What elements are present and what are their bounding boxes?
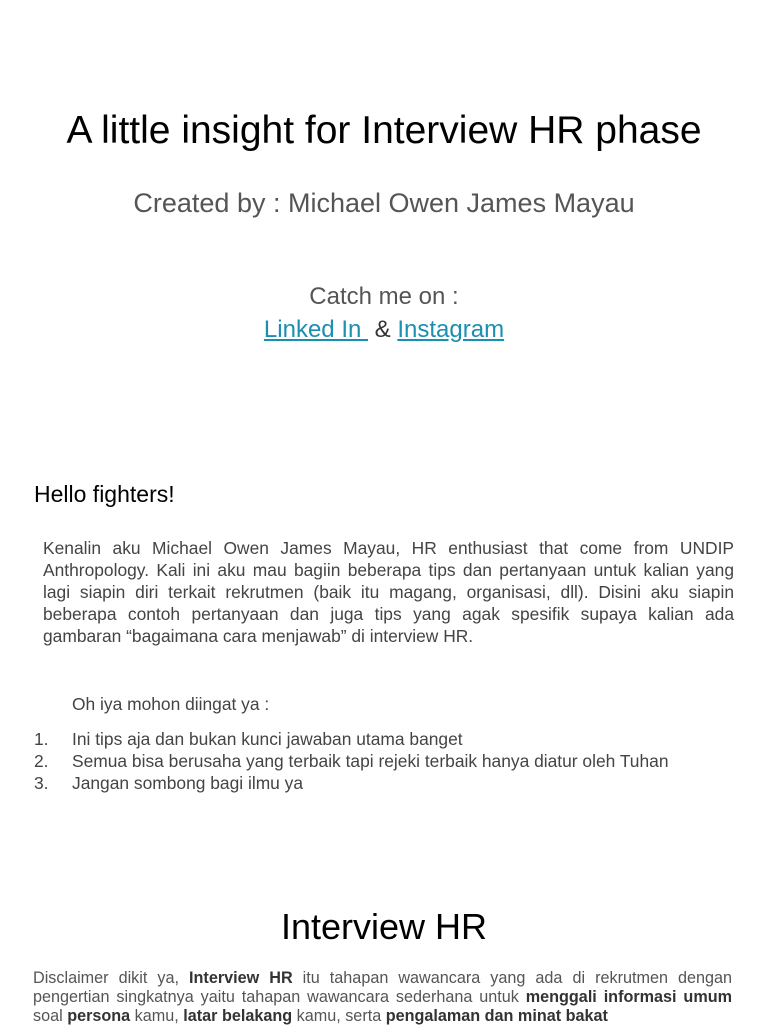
disclaimer-text: Disclaimer dikit ya,: [33, 969, 190, 987]
disclaimer-bold: latar belakang: [183, 1007, 293, 1025]
list-number: 3.: [34, 773, 49, 793]
intro-paragraph: Kenalin aku Michael Owen James Mayau, HR enthusiast that come from UNDIP Anthropology. Kali ini aku mau bagiin beberapa tips dan pertanyaan untuk kalian yang lagi siapin diri terkait rekrutmen (baik itu magang, organisasi, dll). Disini aku siapin beberapa contoh pertanyaan dan juga tips yang agak spesifik supaya kalian ada gambaran “bagaimana cara menjawab” di interview HR.: [43, 538, 734, 646]
list-item-text: Jangan sombong bagi ilmu ya: [72, 773, 304, 793]
link-separator: &: [368, 316, 398, 343]
disclaimer-text: itu tahapan wawancara yang ada di rekrutmen dengan pengertian singkatnya yaitu tahapan wawancara sederhana untuk: [33, 969, 733, 1006]
list-item: [34, 772, 669, 794]
linkedin-link[interactable]: Linked In: [263, 316, 368, 343]
instagram-link[interactable]: Instagram: [397, 316, 505, 343]
disclaimer-bold: menggali informasi umum: [525, 988, 732, 1006]
list-item-text: Semua bisa berusaha yang terbaik tapi rejeki terbaik hanya diatur oleh Tuhan: [72, 751, 669, 771]
catch-me-label: Catch me on :: [309, 283, 459, 310]
list-number: 2.: [34, 751, 49, 771]
social-links: [0, 314, 768, 346]
disclaimer-bold: pengalaman dan minat bakat: [385, 1007, 608, 1025]
notes-list: [34, 728, 669, 794]
list-number: 1.: [34, 729, 49, 749]
list-item: [34, 750, 669, 772]
disclaimer-text: kamu, serta: [292, 1007, 386, 1025]
list-item-text: Ini tips aja dan bukan kunci jawaban utama banget: [72, 729, 463, 749]
notes-intro: Oh iya mohon diingat ya :: [72, 694, 270, 714]
disclaimer-paragraph: [33, 969, 732, 1026]
disclaimer-bold: persona: [67, 1007, 131, 1025]
greeting-heading: Hello fighters!: [34, 481, 175, 507]
disclaimer-text: kamu,: [130, 1007, 184, 1025]
list-item: [34, 728, 669, 750]
author-subtitle: Created by : Michael Owen James Mayau: [133, 188, 635, 218]
disclaimer-bold: Interview HR: [189, 969, 293, 987]
section-title: Interview HR: [280, 906, 488, 947]
disclaimer-text: soal: [33, 1007, 68, 1025]
document-title: A little insight for Interview HR phase: [66, 109, 702, 152]
